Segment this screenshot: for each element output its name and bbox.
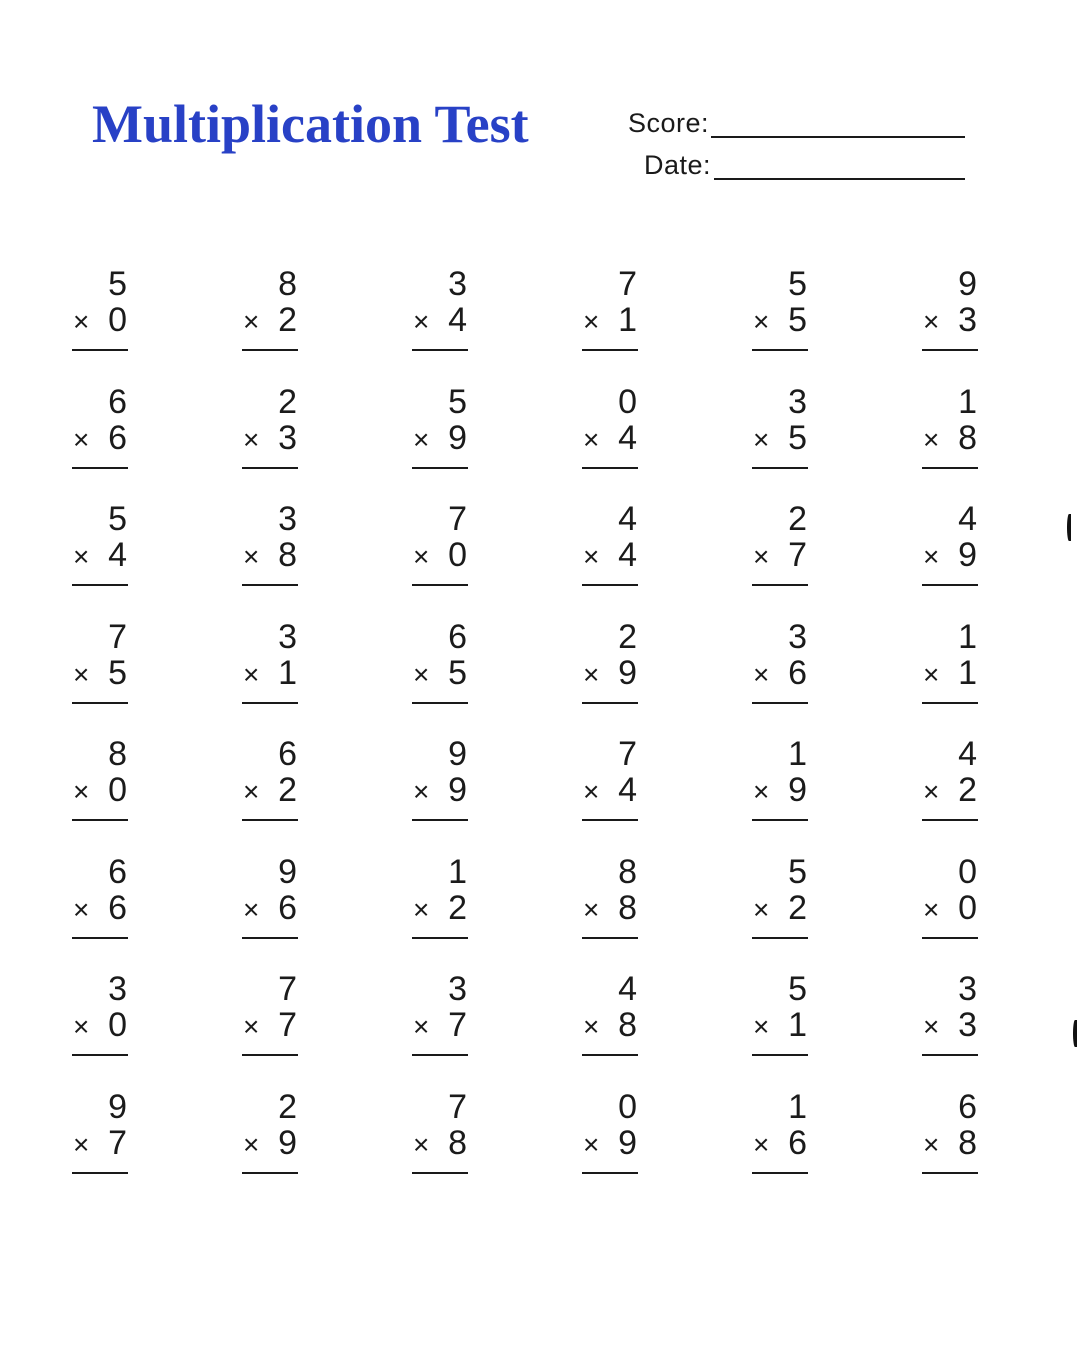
multiplier: 9: [278, 1123, 297, 1162]
multiplicand: 1: [958, 617, 977, 656]
multiplier: 9: [618, 653, 637, 692]
multiplicand: 2: [788, 500, 807, 538]
problem-cell: [922, 1089, 978, 1207]
multiply-sign: ×: [243, 306, 260, 337]
multiply-sign: ×: [923, 306, 940, 337]
problem-cell: [752, 854, 808, 972]
answer-blank-line: [242, 937, 298, 939]
answer-blank-line: [752, 349, 808, 351]
multiply-sign: ×: [923, 658, 940, 690]
answer-blank-line: [582, 349, 638, 351]
multiplier-row: [922, 302, 978, 340]
multiplier: 2: [448, 888, 467, 927]
multiplier: 9: [448, 771, 467, 809]
answer-blank-line: [72, 937, 128, 939]
answer-blank-line: [72, 702, 128, 704]
answer-blank-line: [412, 1054, 468, 1056]
multiplier: 1: [958, 653, 977, 692]
multiplier-row: [412, 655, 468, 693]
multiplicand: 9: [958, 265, 977, 303]
multiply-sign: ×: [243, 423, 260, 455]
multiplicand: 4: [958, 500, 977, 538]
answer-blank-line: [752, 1054, 808, 1056]
multiply-sign: ×: [73, 423, 90, 455]
multiplicand: 7: [448, 500, 467, 538]
multiplicand: 5: [448, 382, 467, 421]
problem-cell: [752, 266, 808, 384]
multiplicand: 6: [448, 617, 467, 656]
answer-blank-line: [72, 819, 128, 821]
multiplier-row: [412, 772, 468, 810]
answer-blank-line: [582, 1054, 638, 1056]
multiplier: 5: [788, 418, 807, 457]
multiplicand: 2: [278, 382, 297, 421]
multiply-sign: ×: [583, 776, 600, 807]
multiplier-row: [412, 537, 468, 575]
multiplicand: 3: [788, 617, 807, 656]
multiply-sign: ×: [73, 306, 90, 337]
multiplier-row: [242, 537, 298, 575]
multiplicand: 6: [108, 382, 127, 421]
multiply-sign: ×: [753, 306, 770, 337]
multiplier: 8: [618, 888, 637, 927]
multiplier-row: [72, 537, 128, 575]
multiply-sign: ×: [243, 1011, 260, 1042]
multiply-sign: ×: [413, 1128, 430, 1160]
answer-blank-line: [412, 584, 468, 586]
multiplicand: 6: [278, 735, 297, 773]
multiplier-row: [412, 420, 468, 458]
multiplicand: 3: [108, 970, 127, 1008]
page-title: Multiplication Test: [92, 94, 529, 154]
problem-cell: [242, 971, 298, 1089]
multiply-sign: ×: [753, 541, 770, 572]
problem-cell: [582, 384, 638, 502]
answer-blank-line: [922, 584, 978, 586]
problem-cell: [922, 854, 978, 972]
multiplicand: 7: [278, 970, 297, 1008]
problem-cell: [922, 501, 978, 619]
multiplier: 0: [448, 536, 467, 574]
problem-cell: [242, 384, 298, 502]
problem-cell: [72, 971, 128, 1089]
answer-blank-line: [242, 702, 298, 704]
multiplier: 6: [108, 888, 127, 927]
multiply-sign: ×: [413, 776, 430, 807]
multiplicand: 6: [108, 852, 127, 891]
problem-cell: [412, 501, 468, 619]
multiply-sign: ×: [243, 893, 260, 925]
answer-blank-line: [922, 702, 978, 704]
multiplier-row: [412, 1007, 468, 1045]
problem-cell: [752, 501, 808, 619]
multiplier-row: [412, 890, 468, 928]
answer-blank-line: [922, 1172, 978, 1174]
answer-blank-line: [72, 349, 128, 351]
answer-blank-line: [752, 702, 808, 704]
problem-cell: [412, 266, 468, 384]
multiply-sign: ×: [583, 423, 600, 455]
multiply-sign: ×: [243, 776, 260, 807]
multiplier: 2: [788, 888, 807, 927]
multiplier: 0: [108, 301, 127, 339]
multiply-sign: ×: [753, 423, 770, 455]
multiply-sign: ×: [73, 776, 90, 807]
problem-cell: [582, 736, 638, 854]
problem-cell: [752, 971, 808, 1089]
multiplier-row: [412, 1125, 468, 1163]
multiplier-row: [922, 537, 978, 575]
problem-cell: [72, 501, 128, 619]
problem-cell: [582, 266, 638, 384]
answer-blank-line: [922, 349, 978, 351]
multiplicand: 1: [788, 735, 807, 773]
problem-cell: [752, 619, 808, 737]
multiplier-row: [922, 655, 978, 693]
problem-cell: [72, 736, 128, 854]
multiplier: 6: [788, 653, 807, 692]
multiply-sign: ×: [923, 423, 940, 455]
multiplier-row: [72, 420, 128, 458]
answer-blank-line: [752, 937, 808, 939]
multiplier: 8: [958, 418, 977, 457]
answer-blank-line: [922, 467, 978, 469]
multiplier-row: [582, 890, 638, 928]
multiplier-row: [242, 302, 298, 340]
answer-blank-line: [412, 349, 468, 351]
problem-cell: [72, 1089, 128, 1207]
answer-blank-line: [72, 467, 128, 469]
multiply-sign: ×: [73, 1128, 90, 1160]
problem-cell: [922, 971, 978, 1089]
problem-cell: [412, 971, 468, 1089]
score-blank-line: [711, 136, 965, 138]
multiply-sign: ×: [243, 541, 260, 572]
clipped-glyph-artifact: [1073, 1020, 1077, 1047]
multiplicand: 3: [788, 382, 807, 421]
multiplicand: 6: [958, 1087, 977, 1126]
multiplier: 4: [618, 536, 637, 574]
multiply-sign: ×: [413, 306, 430, 337]
multiply-sign: ×: [923, 1011, 940, 1042]
multiplier-row: [752, 1125, 808, 1163]
multiplier-row: [582, 302, 638, 340]
multiplicand: 0: [618, 382, 637, 421]
multiplier-row: [72, 655, 128, 693]
multiplier: 4: [448, 301, 467, 339]
answer-blank-line: [582, 467, 638, 469]
multiply-sign: ×: [73, 541, 90, 572]
multiplier: 3: [958, 1006, 977, 1044]
multiplicand: 4: [618, 970, 637, 1008]
score-label: Score:: [628, 108, 710, 138]
multiply-sign: ×: [73, 893, 90, 925]
multiply-sign: ×: [73, 658, 90, 690]
problem-cell: [752, 384, 808, 502]
problem-cell: [412, 1089, 468, 1207]
multiplier: 5: [448, 653, 467, 692]
problem-cell: [242, 1089, 298, 1207]
answer-blank-line: [752, 1172, 808, 1174]
multiplier: 3: [958, 301, 977, 339]
multiplier-row: [72, 890, 128, 928]
multiply-sign: ×: [73, 1011, 90, 1042]
multiply-sign: ×: [583, 1128, 600, 1160]
problem-cell: [922, 384, 978, 502]
multiplicand: 9: [108, 1087, 127, 1126]
answer-blank-line: [72, 584, 128, 586]
multiplier-row: [922, 420, 978, 458]
multiplier: 8: [278, 536, 297, 574]
multiply-sign: ×: [753, 1128, 770, 1160]
multiplicand: 7: [618, 265, 637, 303]
multiplicand: 5: [788, 970, 807, 1008]
multiply-sign: ×: [413, 893, 430, 925]
answer-blank-line: [412, 467, 468, 469]
answer-blank-line: [242, 819, 298, 821]
multiplier-row: [752, 1007, 808, 1045]
multiply-sign: ×: [583, 306, 600, 337]
multiplier-row: [922, 1007, 978, 1045]
multiplier-row: [242, 1007, 298, 1045]
answer-blank-line: [752, 819, 808, 821]
multiply-sign: ×: [413, 1011, 430, 1042]
multiplier: 2: [278, 771, 297, 809]
multiplier: 9: [618, 1123, 637, 1162]
multiplier: 6: [278, 888, 297, 927]
problem-cell: [582, 1089, 638, 1207]
problem-cell: [242, 854, 298, 972]
multiplier-row: [922, 1125, 978, 1163]
multiplier-row: [72, 772, 128, 810]
answer-blank-line: [922, 937, 978, 939]
multiplier-row: [582, 420, 638, 458]
multiplier: 4: [618, 418, 637, 457]
multiplier-row: [752, 655, 808, 693]
multiplier: 4: [618, 771, 637, 809]
problem-cell: [72, 266, 128, 384]
multiplicand: 5: [788, 265, 807, 303]
multiplicand: 3: [448, 265, 467, 303]
multiplicand: 1: [958, 382, 977, 421]
multiplier-row: [752, 537, 808, 575]
multiplier-row: [242, 655, 298, 693]
multiplier: 5: [788, 301, 807, 339]
multiply-sign: ×: [583, 541, 600, 572]
problem-cell: [72, 854, 128, 972]
answer-blank-line: [412, 819, 468, 821]
answer-blank-line: [242, 467, 298, 469]
answer-blank-line: [922, 819, 978, 821]
problem-cell: [582, 619, 638, 737]
problem-cell: [582, 501, 638, 619]
multiplier-row: [752, 302, 808, 340]
problem-cell: [582, 971, 638, 1089]
multiply-sign: ×: [413, 541, 430, 572]
answer-blank-line: [242, 1054, 298, 1056]
multiply-sign: ×: [753, 893, 770, 925]
multiplier: 7: [448, 1006, 467, 1044]
problem-cell: [752, 1089, 808, 1207]
multiplier: 8: [958, 1123, 977, 1162]
answer-blank-line: [242, 349, 298, 351]
multiplier-row: [752, 420, 808, 458]
date-label: Date:: [644, 150, 712, 180]
multiplicand: 5: [788, 852, 807, 891]
answer-blank-line: [922, 1054, 978, 1056]
problem-cell: [412, 854, 468, 972]
multiplier-row: [582, 1125, 638, 1163]
multiplicand: 7: [448, 1087, 467, 1126]
multiplier: 9: [788, 771, 807, 809]
multiplicand: 8: [618, 852, 637, 891]
multiply-sign: ×: [583, 893, 600, 925]
multiply-sign: ×: [583, 658, 600, 690]
answer-blank-line: [752, 584, 808, 586]
problems-grid: [72, 266, 1080, 1206]
multiplier: 2: [278, 301, 297, 339]
multiplicand: 2: [618, 617, 637, 656]
answer-blank-line: [242, 1172, 298, 1174]
answer-blank-line: [582, 1172, 638, 1174]
multiplicand: 5: [108, 500, 127, 538]
multiplier-row: [582, 655, 638, 693]
problem-cell: [752, 736, 808, 854]
multiply-sign: ×: [923, 541, 940, 572]
answer-blank-line: [72, 1054, 128, 1056]
answer-blank-line: [582, 584, 638, 586]
problem-cell: [922, 266, 978, 384]
multiplicand: 4: [958, 735, 977, 773]
multiplicand: 9: [448, 735, 467, 773]
multiplier-row: [582, 537, 638, 575]
multiply-sign: ×: [753, 658, 770, 690]
problem-cell: [242, 501, 298, 619]
multiplier: 1: [788, 1006, 807, 1044]
multiplicand: 7: [108, 617, 127, 656]
problem-cell: [412, 619, 468, 737]
multiplier-row: [242, 1125, 298, 1163]
multiplier: 6: [108, 418, 127, 457]
answer-blank-line: [412, 702, 468, 704]
multiplier: 5: [108, 653, 127, 692]
multiplier-row: [582, 1007, 638, 1045]
multiplicand: 4: [618, 500, 637, 538]
multiply-sign: ×: [923, 893, 940, 925]
answer-blank-line: [752, 467, 808, 469]
answer-blank-line: [72, 1172, 128, 1174]
multiplier: 0: [108, 1006, 127, 1044]
multiplier: 9: [958, 536, 977, 574]
multiplicand: 3: [278, 500, 297, 538]
multiplier-row: [242, 890, 298, 928]
multiplier-row: [582, 772, 638, 810]
multiplicand: 2: [278, 1087, 297, 1126]
multiplicand: 7: [618, 735, 637, 773]
date-blank-line: [714, 178, 965, 180]
multiplier: 7: [278, 1006, 297, 1044]
answer-blank-line: [412, 937, 468, 939]
multiplier-row: [922, 890, 978, 928]
multiplier: 9: [448, 418, 467, 457]
multiply-sign: ×: [583, 1011, 600, 1042]
multiplier: 6: [788, 1123, 807, 1162]
multiplicand: 8: [278, 265, 297, 303]
multiply-sign: ×: [753, 1011, 770, 1042]
clipped-glyph-artifact: [1067, 514, 1071, 541]
multiplier-row: [72, 302, 128, 340]
multiplier-row: [922, 772, 978, 810]
answer-blank-line: [242, 584, 298, 586]
problem-cell: [242, 736, 298, 854]
multiplier: 0: [958, 888, 977, 927]
multiplier-row: [752, 772, 808, 810]
multiplicand: 8: [108, 735, 127, 773]
multiplicand: 3: [278, 617, 297, 656]
multiplicand: 1: [788, 1087, 807, 1126]
multiply-sign: ×: [753, 776, 770, 807]
multiplicand: 3: [958, 970, 977, 1008]
multiplier-row: [72, 1125, 128, 1163]
multiplicand: 3: [448, 970, 467, 1008]
problem-cell: [242, 619, 298, 737]
multiplier-row: [242, 420, 298, 458]
multiplicand: 1: [448, 852, 467, 891]
answer-blank-line: [582, 937, 638, 939]
multiplier: 1: [278, 653, 297, 692]
problem-cell: [412, 384, 468, 502]
multiplier: 8: [618, 1006, 637, 1044]
answer-blank-line: [582, 702, 638, 704]
multiplier: 3: [278, 418, 297, 457]
multiplier-row: [412, 302, 468, 340]
multiplier-row: [72, 1007, 128, 1045]
multiplicand: 5: [108, 265, 127, 303]
multiplier-row: [752, 890, 808, 928]
multiply-sign: ×: [243, 1128, 260, 1160]
multiplier: 4: [108, 536, 127, 574]
multiply-sign: ×: [243, 658, 260, 690]
multiply-sign: ×: [413, 658, 430, 690]
multiplier: 7: [108, 1123, 127, 1162]
multiplier: 8: [448, 1123, 467, 1162]
problem-cell: [922, 736, 978, 854]
multiplicand: 9: [278, 852, 297, 891]
answer-blank-line: [582, 819, 638, 821]
multiply-sign: ×: [923, 776, 940, 807]
problem-cell: [242, 266, 298, 384]
problem-cell: [582, 854, 638, 972]
problem-cell: [72, 384, 128, 502]
multiplier: 0: [108, 771, 127, 809]
multiplicand: 0: [958, 852, 977, 891]
multiplier: 7: [788, 536, 807, 574]
multiplier: 1: [618, 301, 637, 339]
multiply-sign: ×: [923, 1128, 940, 1160]
multiplicand: 0: [618, 1087, 637, 1126]
multiply-sign: ×: [413, 423, 430, 455]
problem-cell: [412, 736, 468, 854]
problem-cell: [922, 619, 978, 737]
multiplier-row: [242, 772, 298, 810]
problem-cell: [72, 619, 128, 737]
answer-blank-line: [412, 1172, 468, 1174]
multiplier: 2: [958, 771, 977, 809]
